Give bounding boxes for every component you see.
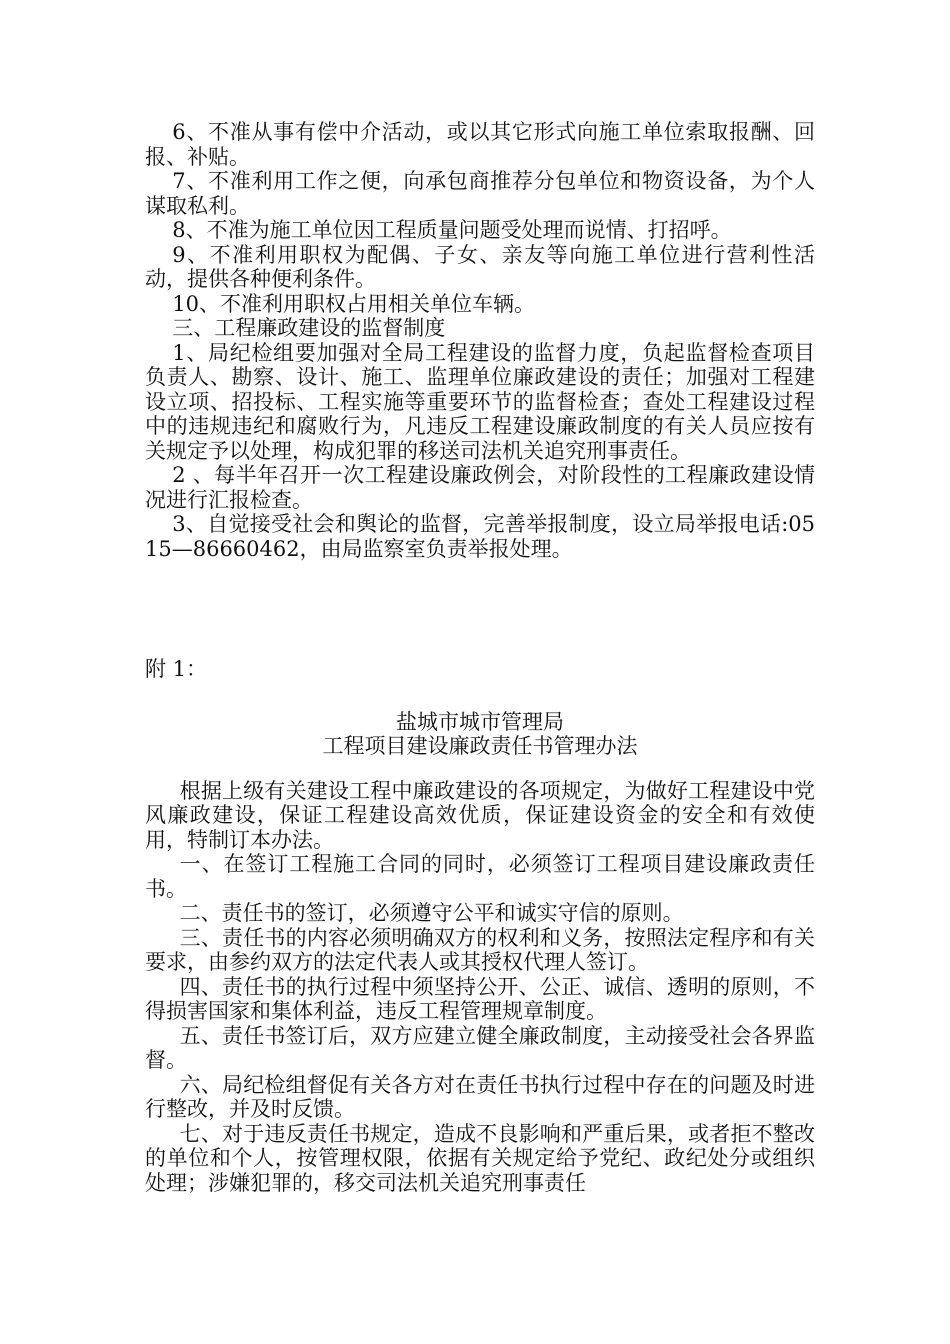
rule-item-6: 6、不准从事有偿中介活动，或以其它形式向施工单位索取报酬、回报、补贴。	[145, 120, 815, 169]
rule-item-8: 8、不准为施工单位因工程质量问题受处理而说情、打招呼。	[172, 218, 732, 242]
spacer	[145, 682, 815, 710]
section-three-heading: 三、工程廉政建设的监督制度	[172, 316, 446, 340]
measure-item-5: 五、责任书签订后，双方应建立健全廉政制度，主动接受社会各界监督。	[145, 1023, 815, 1072]
supervision-item-1: 1、局纪检组要加强对全局工程建设的监督力度，负起监督检查项目负责人、勘察、设计、施工、监理单位廉政建设的责任；加强对工程建设立项、招投标、工程实施等重要环节的监督检查；查处工程建设过程中的违规违纪和腐败行为，凡违反工程建设廉政制度的有关人员应按有关规定予以处理，构成犯罪的移送司法机关追究刑事责任。	[145, 340, 815, 463]
attachment-label: 附 1：	[145, 657, 208, 681]
document-page	[145, 120, 815, 1195]
spacer	[145, 561, 815, 657]
measure-item-2: 二、责任书的签订，必须遵守公平和诚实守信的原则。	[179, 901, 684, 925]
intro-paragraph: 根据上级有关建设工程中廉政建设的各项规定，为做好工程建设中党风廉政建设，保证工程建设高效优质，保证建设资金的安全和有效使用，特制订本办法。	[145, 778, 815, 852]
rule-item-10: 10、不准利用职权占用相关单位车辆。	[172, 291, 536, 316]
measure-item-3: 三、责任书的内容必须明确双方的权利和义务，按照法定程序和有关要求，由参约双方的法定代表人或其授权代理人签订。	[145, 925, 815, 974]
measure-item-6: 六、局纪检组督促有关各方对在责任书执行过程中存在的问题及时进行整改，并及时反馈。	[145, 1072, 815, 1121]
measure-item-7: 七、对于违反责任书规定，造成不良影响和严重后果，或者拒不整改的单位和个人，按管理权限，依据有关规定给予党纪、政纪处分或组织处理；涉嫌犯罪的，移交司法机关追究刑事责任	[145, 1121, 815, 1195]
supervision-item-3: 3、自觉接受社会和舆论的监督，完善举报制度，设立局举报电话:0515—86660462，由局监察室负责举报处理。	[145, 512, 815, 561]
spacer	[145, 759, 815, 779]
measure-item-4: 四、责任书的执行过程中须坚持公开、公正、诚信、透明的原则，不得损害国家和集体利益，违反工程管理规章制度。	[145, 974, 815, 1023]
rule-item-7: 7、不准利用工作之便，向承包商推荐分包单位和物资设备，为个人谋取私利。	[145, 169, 815, 218]
document-title: 工程项目建设廉政责任书管理办法	[322, 734, 638, 758]
supervision-item-2: 2 、每半年召开一次工程建设廉政例会，对阶段性的工程廉政建设情况进行汇报检查。	[145, 463, 815, 512]
measure-item-1: 一、在签订工程施工合同的同时，必须签订工程项目建设廉政责任书。	[145, 852, 815, 901]
organization-title: 盐城市城市管理局	[396, 709, 564, 734]
rule-item-9: 9、不准利用职权为配偶、子女、亲友等向施工单位进行营利性活动，提供各种便利条件。	[145, 242, 815, 291]
